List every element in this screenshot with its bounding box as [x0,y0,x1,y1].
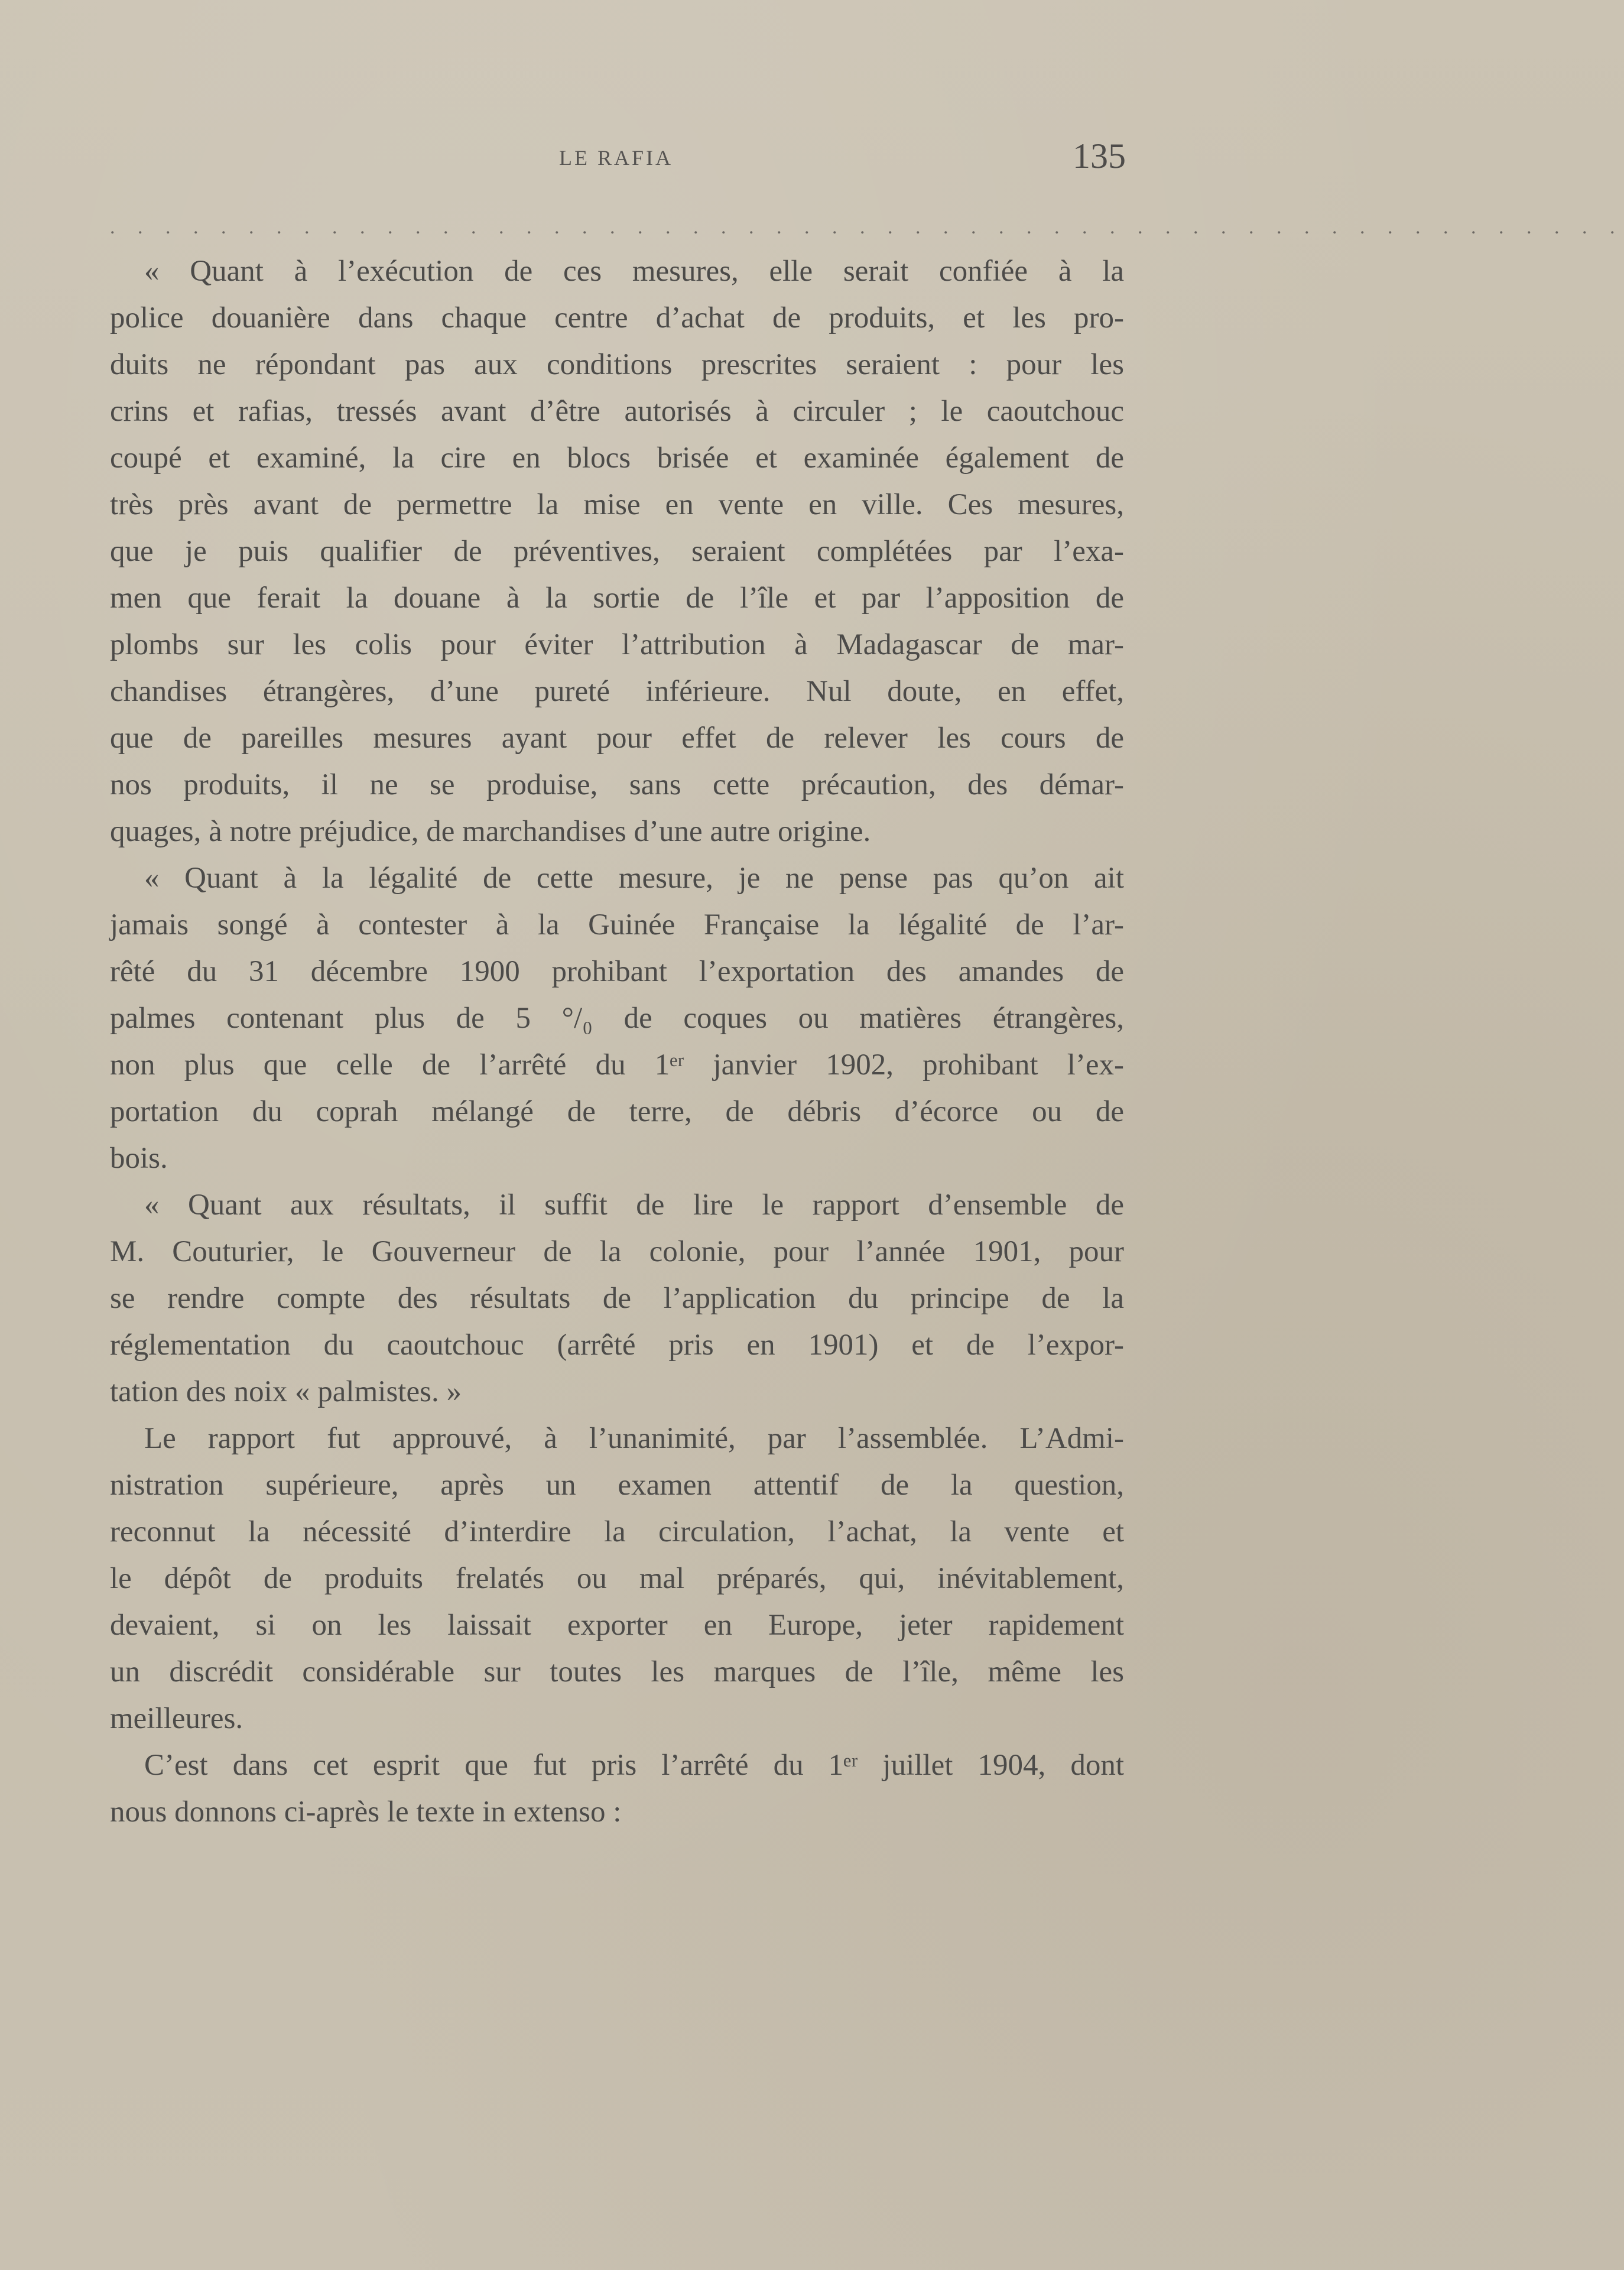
text-line: non plus que celle de l’arrêté du 1ᵉʳ janvier 1902, prohibant l’ex- [110,1048,1124,1082]
text-line: duits ne répondant pas aux conditions prescrites seraient : pour les [110,348,1124,381]
text-line: portation du coprah mélangé de terre, de débris d’écorce ou de [110,1095,1124,1128]
text-line: quages, à notre préjudice, de marchandises d’une autre origine. [110,815,871,848]
text-line: un discrédit considérable sur toutes les marques de l’île, même les [110,1655,1124,1688]
text-line: reconnut la nécessité d’interdire la circulation, l’achat, la vente et [110,1515,1124,1548]
text-line: C’est dans cet esprit que fut pris l’arrêté du 1ᵉʳ juillet 1904, dont [144,1749,1124,1782]
text-line: M. Couturier, le Gouverneur de la colonie, pour l’année 1901, pour [110,1235,1124,1268]
text-line: jamais songé à contester à la Guinée Française la légalité de l’ar- [110,908,1124,941]
page-number: 135 [1073,137,1126,176]
text-line: coupé et examiné, la cire en blocs brisée et examinée également de [110,441,1124,475]
text-line: police douanière dans chaque centre d’achat de produits, et les pro- [110,301,1124,335]
text-line: tation des noix « palmistes. » [110,1375,462,1408]
text-line: le dépôt de produits frelatés ou mal préparés, qui, inévitablement, [110,1562,1124,1595]
dot-leader: . . . . . . . . . . . . . . . . . . . . . . . . . . . . . . . . . . . . . . . . . . . . . . . . . . . . . . . [110,216,1624,238]
text-line: chandises étrangères, d’une pureté inférieure. Nul doute, en effet, [110,675,1124,708]
text-line: se rendre compte des résultats de l’application du principe de la [110,1282,1124,1315]
running-header [0,134,1292,181]
text-line: plombs sur les colis pour éviter l’attribution à Madagascar de mar- [110,628,1124,661]
text-line: « Quant aux résultats, il suffit de lire le rapport d’ensemble de [144,1188,1124,1222]
text-line: men que ferait la douane à la sortie de l’île et par l’apposition de [110,582,1124,615]
text-line: que je puis qualifier de préventives, seraient complétées par l’exa- [110,535,1124,568]
text-line: que de pareilles mesures ayant pour effet de relever les cours de [110,722,1124,755]
running-title: LE RAFIA [559,146,673,170]
text-line: « Quant à l’exécution de ces mesures, elle serait confiée à la [144,255,1124,288]
text-line: palmes contenant plus de 5 °/₀ de coques ou matières étrangères, [110,1002,1124,1035]
text-line: nos produits, il ne se produise, sans cette précaution, des démar- [110,768,1124,801]
text-line: rêté du 31 décembre 1900 prohibant l’exportation des amandes de [110,955,1124,988]
text-line: meilleures. [110,1702,243,1735]
text-line: très près avant de permettre la mise en vente en ville. Ces mesures, [110,488,1124,521]
text-line: bois. [110,1142,168,1175]
text-line: crins et rafias, tressés avant d’être autorisés à circuler ; le caoutchouc [110,395,1124,428]
text-line: « Quant à la légalité de cette mesure, je ne pense pas qu’on ait [144,862,1124,895]
text-line: Le rapport fut approuvé, à l’unanimité, par l’assemblée. L’Admi- [144,1422,1124,1455]
body-text [110,248,1124,1836]
text-line: nous donnons ci-après le texte in extenso : [110,1795,622,1829]
text-line: devaient, si on les laissait exporter en Europe, jeter rapidement [110,1609,1124,1642]
text-line: réglementation du caoutchouc (arrêté pris en 1901) et de l’expor- [110,1329,1124,1362]
text-line: nistration supérieure, après un examen attentif de la question, [110,1469,1124,1502]
